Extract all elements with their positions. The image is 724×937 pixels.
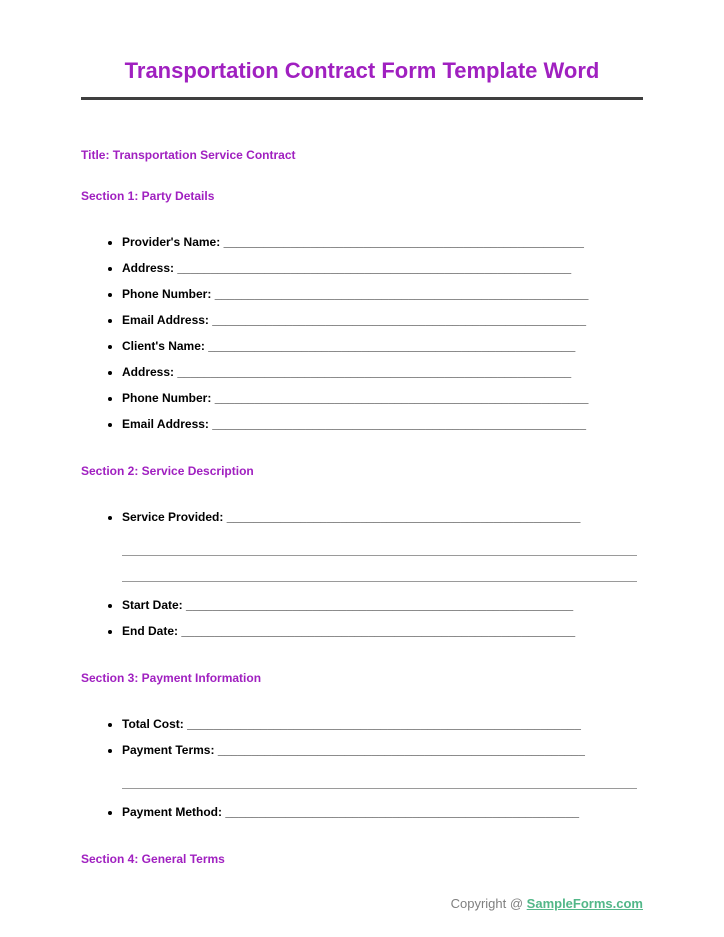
field-blank: _____________________________________________________ — [226, 510, 581, 524]
section-2-heading: Section 2: Service Description — [81, 464, 254, 478]
field-blank: ______________________________________________________ — [223, 235, 584, 249]
field-line-start-date — [122, 592, 643, 618]
field-blank: ___________________________________________________________ — [181, 624, 576, 638]
footer-copyright — [451, 896, 643, 911]
field-line-service-provided — [122, 504, 643, 530]
field-blank: ________________________________________________________ — [214, 287, 589, 301]
field-label: Phone Number: — [122, 391, 212, 405]
copyright-text: Copyright @ — [450, 896, 527, 911]
continuation-line — [122, 530, 637, 556]
section-3-field-list — [81, 711, 643, 763]
page-title: Transportation Contract Form Template Word — [124, 58, 600, 83]
section-4-heading: Section 4: General Terms — [81, 852, 225, 866]
field-label: Payment Terms: — [122, 743, 215, 757]
section-3-method-list — [81, 799, 643, 825]
title-divider — [81, 97, 643, 100]
field-line-total-cost — [122, 711, 643, 737]
field-label: Total Cost: — [122, 717, 184, 731]
field-label: Start Date: — [122, 598, 183, 612]
contract-title-line: Title: Transportation Service Contract — [81, 148, 296, 162]
field-blank: ________________________________________________________ — [212, 417, 586, 431]
section-1-heading: Section 1: Party Details — [81, 189, 215, 203]
field-line-providers-name — [122, 229, 643, 255]
field-blank: ___________________________________________________________ — [177, 365, 572, 379]
field-label: Provider's Name: — [122, 235, 221, 249]
section-1-field-list — [81, 229, 643, 437]
sampleforms-link[interactable]: SampleForms.com — [526, 896, 643, 911]
field-line-provider-address — [122, 255, 643, 281]
continuation-line — [122, 763, 637, 789]
field-blank: _______________________________________________________ — [217, 743, 585, 757]
field-label: Email Address: — [122, 313, 209, 327]
field-blank: _______________________________________________________ — [208, 339, 576, 353]
section-2-dates-list — [81, 592, 643, 644]
field-line-client-address — [122, 359, 643, 385]
field-line-provider-email — [122, 307, 643, 333]
field-label: End Date: — [122, 624, 179, 638]
field-line-clients-name — [122, 333, 643, 359]
field-line-payment-terms — [122, 737, 643, 763]
field-line-client-email — [122, 411, 643, 437]
field-line-end-date — [122, 618, 643, 644]
field-label: Payment Method: — [122, 805, 223, 819]
field-label: Email Address: — [122, 417, 209, 431]
field-label: Phone Number: — [122, 287, 212, 301]
field-blank: ________________________________________________________ — [212, 313, 586, 327]
field-line-provider-phone — [122, 281, 643, 307]
field-label: Client's Name: — [122, 339, 205, 353]
field-blank: ___________________________________________________________ — [177, 261, 572, 275]
field-blank: __________________________________________________________ — [186, 598, 574, 612]
field-blank: _____________________________________________________ — [225, 805, 580, 819]
field-label: Address: — [122, 365, 175, 379]
field-line-client-phone — [122, 385, 643, 411]
section-2-field-list — [81, 504, 643, 530]
continuation-line — [122, 556, 637, 582]
field-line-payment-method — [122, 799, 643, 825]
field-blank: ________________________________________________________ — [214, 391, 589, 405]
field-label: Service Provided: — [122, 510, 224, 524]
field-label: Address: — [122, 261, 175, 275]
field-blank: ___________________________________________________________ — [187, 717, 581, 731]
section-3-heading: Section 3: Payment Information — [81, 671, 262, 685]
